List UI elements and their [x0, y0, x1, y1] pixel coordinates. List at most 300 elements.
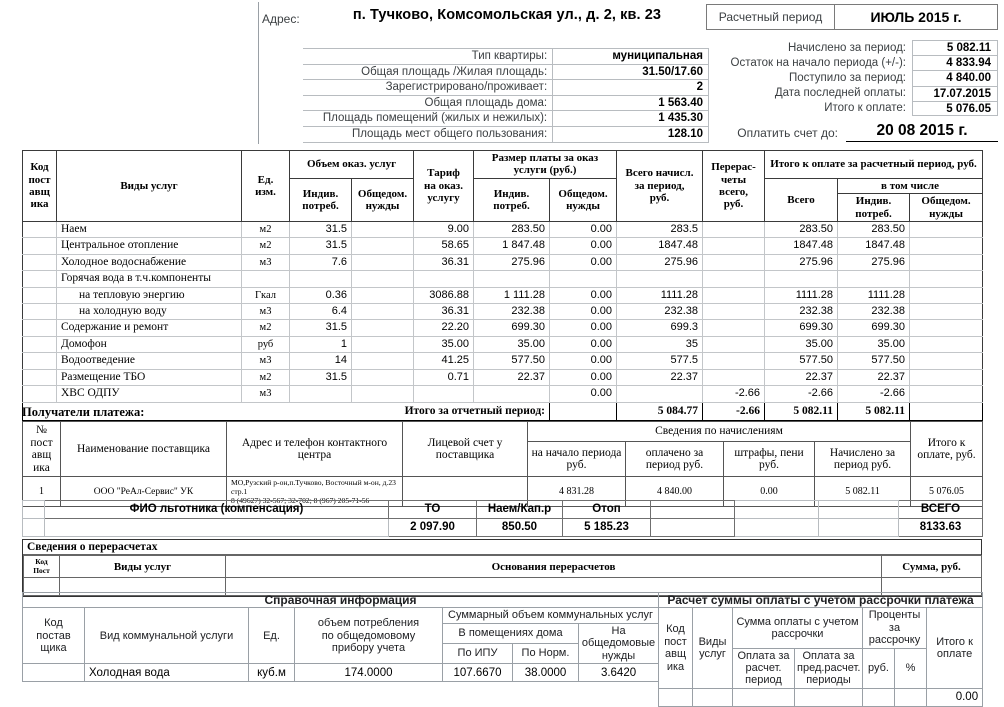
cell-code: [23, 254, 57, 270]
cell-total: 283.50: [765, 222, 838, 238]
cell-total-common: [910, 287, 983, 303]
cell-code: [23, 304, 57, 320]
common-line-2: нужды: [566, 199, 600, 212]
apt-param-value: 1 563.40: [553, 95, 709, 111]
total-label: Итого за отчетный период:: [23, 402, 550, 420]
cell-total-indiv: 232.38: [838, 304, 910, 320]
cell-total: [765, 271, 838, 287]
cell-payee-num: 1: [23, 477, 61, 507]
table-row: [23, 271, 983, 287]
charged-line-2: за период,: [634, 179, 685, 192]
total-recalc: -2.66: [703, 402, 765, 420]
payment-due-value: 20 08 2015 г.: [846, 122, 998, 142]
cell-total-common: [910, 386, 983, 402]
header-divider: [258, 2, 259, 144]
charged-line-1: Всего начисл.: [625, 167, 694, 180]
col-header-inst-cur-period: [733, 648, 795, 688]
cell-paid: 4 840.00: [626, 477, 724, 507]
cell-ref-odpu: 174.0000: [295, 664, 443, 682]
cell-amount-common: [550, 271, 617, 287]
cell-total: 1111.28: [765, 287, 838, 303]
summary-label: Дата последней оплаты:: [774, 87, 906, 100]
cell-volume-common: [352, 287, 414, 303]
table-row: [23, 254, 983, 270]
cell-total-indiv: 1847.48: [838, 238, 910, 254]
benefits-val-extra: [651, 519, 735, 537]
billing-period-label: Расчетный период: [707, 5, 835, 29]
cell-volume-common: [352, 320, 414, 336]
cell-payee-name: ООО "РеАл-Сервис" УК: [61, 477, 227, 507]
charged-line-3: руб.: [649, 192, 670, 205]
col-header-ref-service: Вид коммунальной услуги: [85, 608, 249, 664]
cell-volume-indiv: [290, 271, 352, 287]
code-line-2: пост: [28, 173, 51, 186]
cell-total-indiv: 22.37: [838, 369, 910, 385]
benefits-col-rent: Наем/Кап.р: [477, 501, 563, 519]
reference-banner-row: [23, 593, 659, 608]
col-header-volume-common: [352, 178, 414, 221]
cell-payee-topay: 5 076.05: [911, 477, 983, 507]
cell-charged: 283.5: [617, 222, 703, 238]
total-amount-common: [550, 402, 617, 420]
recalculations-header-row: [24, 556, 982, 578]
cell-amount-common: 0.00: [550, 304, 617, 320]
unit-line-2: изм.: [255, 186, 276, 199]
cell-ref-norm: 38.0000: [513, 664, 579, 682]
cell-charged: 232.38: [617, 304, 703, 320]
inst-pct-line-1: Проценты за: [868, 609, 921, 634]
cell-amount-common: 0.00: [550, 222, 617, 238]
tariff-line-2: на оказ.: [424, 179, 463, 192]
apartment-parameters-table: [303, 48, 709, 143]
cell-charged: [617, 386, 703, 402]
col-header-payee-num: [23, 422, 61, 477]
cell-ref-code: [23, 664, 85, 682]
col-header-payee-address: Адрес и телефон контактного центра: [227, 422, 403, 477]
cell-service-name: Водоотведение: [57, 353, 242, 369]
cell-service-name: ХВС ОДПУ: [57, 386, 242, 402]
col-header-volume: Объем оказ. услуг: [290, 151, 414, 179]
ref-common-line-1: На общедомовые: [581, 624, 656, 650]
cell-volume-indiv: 1: [290, 336, 352, 352]
inst-prev-line-2: пред.расчет.: [797, 662, 861, 675]
cell-volume-indiv: 31.5: [290, 238, 352, 254]
services-total-row: [23, 402, 983, 420]
num-line-3: авщ: [31, 449, 52, 462]
indiv-line-2: потреб.: [855, 207, 892, 220]
cell-amount-common: 0.00: [550, 369, 617, 385]
apt-param-value: муниципальная: [553, 49, 709, 65]
table-row: [23, 222, 983, 238]
cell-unit: м2: [242, 222, 290, 238]
cell-code: [23, 287, 57, 303]
cell-total-common: [910, 222, 983, 238]
indiv-line-1: Индив.: [302, 187, 339, 200]
summary-value: 4 840.00: [912, 70, 998, 85]
table-row: [23, 304, 983, 320]
col-header-start-balance: на начало периода руб.: [528, 442, 626, 477]
cell-charged: 35: [617, 336, 703, 352]
installment-header-row-1: [659, 608, 983, 648]
cell-total-common: [910, 238, 983, 254]
cell-charged: 699.3: [617, 320, 703, 336]
cell-unit: м2: [242, 238, 290, 254]
inst-serv-line-1: Виды: [698, 635, 727, 648]
cell-volume-common: [352, 238, 414, 254]
cell-total-common: [910, 254, 983, 270]
cell-charged: 5 082.11: [815, 477, 911, 507]
table-row: [303, 49, 709, 65]
cell-charged: 577.5: [617, 353, 703, 369]
col-header-ref-norm: По Норм.: [513, 643, 579, 663]
apt-param-label: Зарегистрировано/проживает:: [303, 80, 553, 96]
total-to-pay: 5 082.11: [765, 402, 838, 420]
cell-amount-common: 0.00: [550, 287, 617, 303]
cell-inst-rub: [863, 688, 895, 706]
apt-param-value: 31.50/17.60: [553, 64, 709, 80]
col-header-tariff: [414, 151, 474, 222]
benefits-spacer-3: [819, 501, 899, 519]
tariff-line-1: Тариф: [427, 167, 460, 180]
col-header-recalc-reasons: Основания перерасчетов: [226, 556, 882, 578]
table-row: [23, 369, 983, 385]
benefits-name-value: [45, 519, 389, 537]
benefits-total-value: 8133.63: [899, 519, 983, 537]
summary-row: [706, 40, 998, 55]
cell-service-name: Центральное отопление: [57, 238, 242, 254]
num-line-1: №: [36, 424, 47, 436]
cell-amount-indiv: 35.00: [474, 336, 550, 352]
summary-row: [706, 55, 998, 70]
document-header: [0, 0, 1004, 148]
col-header-ref-odpu: [295, 608, 443, 664]
payee-address-line-2: стр.1: [231, 487, 248, 497]
cell-volume-common: [352, 386, 414, 402]
address-label: Адрес:: [262, 12, 300, 26]
cell-amount-common: 0.00: [550, 320, 617, 336]
ref-code-line-1: Код: [44, 617, 63, 630]
cell-amount-common: 0.00: [550, 336, 617, 352]
inst-cur-line-2: расчет.: [745, 662, 782, 675]
cell-tariff: [414, 271, 474, 287]
cell-tariff: 22.20: [414, 320, 474, 336]
total-to-pay-indiv: 5 082.11: [838, 402, 910, 420]
benefits-col-to: ТО: [389, 501, 477, 519]
inst-prev-line-3: периоды: [806, 674, 851, 687]
summary-row: [706, 86, 998, 101]
cell-total-indiv: [838, 271, 910, 287]
cell-total-indiv: 699.30: [838, 320, 910, 336]
recalc-code-line-1: Код: [35, 557, 48, 566]
inst-cur-line-3: период: [745, 674, 782, 687]
cell-amount-common: 0.00: [550, 386, 617, 402]
col-header-inst-pct: %: [895, 648, 927, 688]
cell-tariff: 36.31: [414, 254, 474, 270]
cell-inst-code: [659, 688, 693, 706]
col-header-amount: Размер платы за оказ услуги (руб.): [474, 151, 617, 179]
col-header-recalc-code: [24, 556, 60, 578]
services-header-row-1: [23, 151, 983, 179]
benefits-col-extra: [651, 501, 735, 519]
inst-code-line-1: Код: [666, 623, 685, 636]
cell-amount-indiv: 283.50: [474, 222, 550, 238]
cell-volume-common: [352, 304, 414, 320]
apt-param-label: Площадь помещений (жилых и нежилых):: [303, 111, 553, 127]
cell-code: [23, 386, 57, 402]
cell-service-name: Наем: [57, 222, 242, 238]
cell-start-balance: 4 831.28: [528, 477, 626, 507]
inst-prev-line-1: Оплата за: [802, 649, 855, 662]
installment-table: [658, 592, 983, 707]
cell-amount-indiv: [474, 386, 550, 402]
installment-banner-row: [659, 593, 983, 608]
cell-charged: 275.96: [617, 254, 703, 270]
odpu-line-2: по общедомовому: [321, 629, 416, 642]
recalculations-section: [22, 539, 982, 597]
ref-code-line-2: постав: [36, 629, 71, 642]
cell-inst-prev-period: [795, 688, 863, 706]
indiv-line-2: потреб.: [493, 199, 530, 212]
cell-tariff: 36.31: [414, 304, 474, 320]
cell-amount-indiv: 1 847.48: [474, 238, 550, 254]
payees-header-row-1: [23, 422, 983, 442]
cell-charged: [617, 271, 703, 287]
benefits-val-heating: 5 185.23: [563, 519, 651, 537]
cell-amount-indiv: 699.30: [474, 320, 550, 336]
recalc-line-3: всего,: [719, 186, 748, 199]
cell-amount-common: 0.00: [550, 254, 617, 270]
recalc-line-4: руб.: [723, 198, 744, 211]
cell-total-common: [910, 320, 983, 336]
cell-total-indiv: 283.50: [838, 222, 910, 238]
table-row: [659, 688, 983, 706]
code-line-3: авщ: [29, 186, 50, 199]
cell-inst-cur-period: [733, 688, 795, 706]
billing-summary: [706, 40, 998, 116]
cell-recalc: [703, 336, 765, 352]
col-header-fines: штрафы, пени руб.: [724, 442, 815, 477]
apt-param-label: Площадь мест общего пользования:: [303, 126, 553, 142]
benefits-val-rent: 850.50: [477, 519, 563, 537]
cell-recalc: [703, 238, 765, 254]
col-header-including: в том числе: [838, 178, 983, 193]
benefits-col-heating: Отоп: [563, 501, 651, 519]
inst-serv-line-2: услуг: [699, 648, 726, 661]
cell-recalc: [703, 353, 765, 369]
cell-volume-indiv: 14: [290, 353, 352, 369]
cell-inst-services: [693, 688, 733, 706]
services-table-body: [23, 222, 983, 420]
cell-volume-common: [352, 353, 414, 369]
apt-param-label: Общая площадь /Жилая площадь:: [303, 64, 553, 80]
apt-param-value: 1 435.30: [553, 111, 709, 127]
cell-volume-indiv: 6.4: [290, 304, 352, 320]
col-header-inst-topay: [927, 608, 983, 688]
indiv-line-2: потреб.: [302, 199, 339, 212]
common-line-1: Общедом.: [357, 187, 408, 200]
col-header-recalc-services: Виды услуг: [60, 556, 226, 578]
col-header-pay-all: Всего: [765, 178, 838, 221]
col-header-recalc: [703, 151, 765, 222]
cell-code: [23, 369, 57, 385]
cell-recalc: [703, 287, 765, 303]
cell-recalc: -2.66: [703, 386, 765, 402]
col-header-services: Виды услуг: [57, 151, 242, 222]
summary-value: 4 833.94: [912, 55, 998, 70]
benefits-value-row: [23, 519, 983, 537]
cell-total: 275.96: [765, 254, 838, 270]
summary-label: Итого к оплате:: [824, 102, 906, 115]
col-header-unit: [242, 151, 290, 222]
cell-unit: руб: [242, 336, 290, 352]
cell-charged: 1111.28: [617, 287, 703, 303]
col-header-ref-common: [579, 623, 659, 663]
inst-cur-line-1: Оплата за: [737, 649, 790, 662]
col-header-charges-info: Сведения по начислениям: [528, 422, 911, 442]
cell-volume-common: [352, 254, 414, 270]
common-line-2: нужды: [929, 207, 963, 220]
cell-unit: м3: [242, 304, 290, 320]
cell-amount-indiv: 1 111.28: [474, 287, 550, 303]
inst-pct-line-2: рассрочку: [868, 634, 921, 647]
cell-code: [23, 320, 57, 336]
benefits-val-to: 2 097.90: [389, 519, 477, 537]
cell-unit: м3: [242, 353, 290, 369]
cell-total-indiv: 35.00: [838, 336, 910, 352]
col-header-inst-code: [659, 608, 693, 688]
cell-unit: [242, 271, 290, 287]
cell-volume-indiv: 7.6: [290, 254, 352, 270]
cell-total-common: [910, 304, 983, 320]
benefits-table: [22, 500, 983, 537]
col-header-paid: оплачено за период руб.: [626, 442, 724, 477]
cell-tariff: 58.65: [414, 238, 474, 254]
summary-row: [706, 70, 998, 85]
odpu-line-3: прибору учета: [331, 641, 406, 654]
cell-charged: 1847.48: [617, 238, 703, 254]
cell-amount-indiv: 275.96: [474, 254, 550, 270]
cell-total-common: [910, 271, 983, 287]
code-line-4: ика: [30, 198, 49, 211]
col-header-inst-percent: [863, 608, 927, 648]
cell-ref-service: Холодная вода: [85, 664, 249, 682]
inst-topay-line-1: Итого к: [936, 635, 973, 648]
recalculations-title: Сведения о перерасчетах: [23, 540, 981, 555]
benefits-header-row: [23, 501, 983, 519]
payee-address-line-3: 8 (49627) 32-567; 32-702; 8 (967) 205-71-56: [231, 496, 370, 506]
cell-code: [23, 271, 57, 287]
apt-param-label: Общая площадь дома:: [303, 95, 553, 111]
cell-service-name: Содержание и ремонт: [57, 320, 242, 336]
col-header-inst-sum: [733, 608, 863, 648]
recalc-line-2: четы: [720, 173, 747, 186]
benefits-total-label: ВСЕГО: [899, 501, 983, 519]
tariff-line-3: услугу: [427, 192, 460, 205]
total-charged: 5 084.77: [617, 402, 703, 420]
benefits-spacer-6: [819, 519, 899, 537]
common-line-2: нужды: [365, 199, 400, 212]
cell-unit: Гкал: [242, 287, 290, 303]
col-header-amount-indiv: [474, 178, 550, 221]
table-row: [303, 126, 709, 142]
cell-tariff: 35.00: [414, 336, 474, 352]
cell-fines: 0.00: [724, 477, 815, 507]
summary-label: Остаток на начало периода (+/-):: [730, 56, 906, 69]
installment-banner: Расчет суммы оплаты с учетом рассрочки платежа: [659, 593, 983, 608]
cell-ref-common: 3.6420: [579, 664, 659, 682]
recalc-code-line-2: Пост: [33, 565, 50, 575]
cell-charged: 22.37: [617, 369, 703, 385]
cell-total: 699.30: [765, 320, 838, 336]
services-table: [22, 150, 983, 421]
apt-param-value: 128.10: [553, 126, 709, 142]
cell-total: 1847.48: [765, 238, 838, 254]
benefits-spacer-2: [735, 501, 819, 519]
cell-inst-pct: [895, 688, 927, 706]
table-row: [23, 238, 983, 254]
reference-banner: Справочная информация: [23, 593, 659, 608]
cell-ref-ipu: 107.6670: [443, 664, 513, 682]
cell-unit: м2: [242, 369, 290, 385]
inst-sum-line-1: Сумма оплаты с учетом: [736, 615, 859, 628]
cell-recalc: [703, 254, 765, 270]
payee-address-line-1: МО,Рузский р-он,п.Тучково, Восточный м-он, д.23: [231, 478, 396, 488]
cell-volume-common: [352, 271, 414, 287]
cell-recalc: [703, 320, 765, 336]
odpu-line-1: объем потребления: [317, 617, 420, 630]
cell-service-name: Домофон: [57, 336, 242, 352]
benefits-spacer-4: [23, 519, 45, 537]
summary-label: Поступило за период:: [789, 71, 906, 84]
cell-volume-common: [352, 369, 414, 385]
cell-unit: м3: [242, 254, 290, 270]
inst-topay-line-2: оплате: [936, 648, 973, 661]
cell-total: -2.66: [765, 386, 838, 402]
reference-info-table: [22, 592, 659, 682]
cell-service-name: на холодную воду: [57, 304, 242, 320]
cell-total-indiv: 1111.28: [838, 287, 910, 303]
billing-period-box: [706, 4, 998, 30]
payees-title: Получатели платежа:: [22, 405, 145, 419]
cell-total-common: [910, 336, 983, 352]
table-row: [23, 320, 983, 336]
cell-tariff: [414, 386, 474, 402]
cell-total-common: [910, 353, 983, 369]
col-header-ref-in-house: В помещениях дома: [443, 623, 579, 643]
indiv-line-1: Индив.: [493, 187, 530, 200]
col-header-ref-code: [23, 608, 85, 664]
cell-total-indiv: 275.96: [838, 254, 910, 270]
inst-code-line-3: авщ: [664, 648, 686, 661]
cell-volume-indiv: 31.5: [290, 222, 352, 238]
apt-param-label: Тип квартиры:: [303, 49, 553, 65]
table-row: [23, 336, 983, 352]
billing-period-value: ИЮЛЬ 2015 г.: [870, 9, 962, 25]
col-header-pay-common: [910, 194, 983, 222]
cell-total: 232.38: [765, 304, 838, 320]
cell-ref-unit: куб.м: [249, 664, 295, 682]
col-header-total-charged: [617, 151, 703, 222]
cell-volume-indiv: 31.5: [290, 320, 352, 336]
total-to-pay-common: [910, 402, 983, 420]
inst-sum-line-2: рассрочки: [771, 628, 824, 641]
inst-code-line-2: пост: [664, 635, 687, 648]
payees-table: [22, 421, 983, 507]
apt-param-value: 2: [553, 80, 709, 96]
cell-volume-indiv: 0.36: [290, 287, 352, 303]
cell-total-indiv: 577.50: [838, 353, 910, 369]
col-header-pay-indiv: [838, 194, 910, 222]
